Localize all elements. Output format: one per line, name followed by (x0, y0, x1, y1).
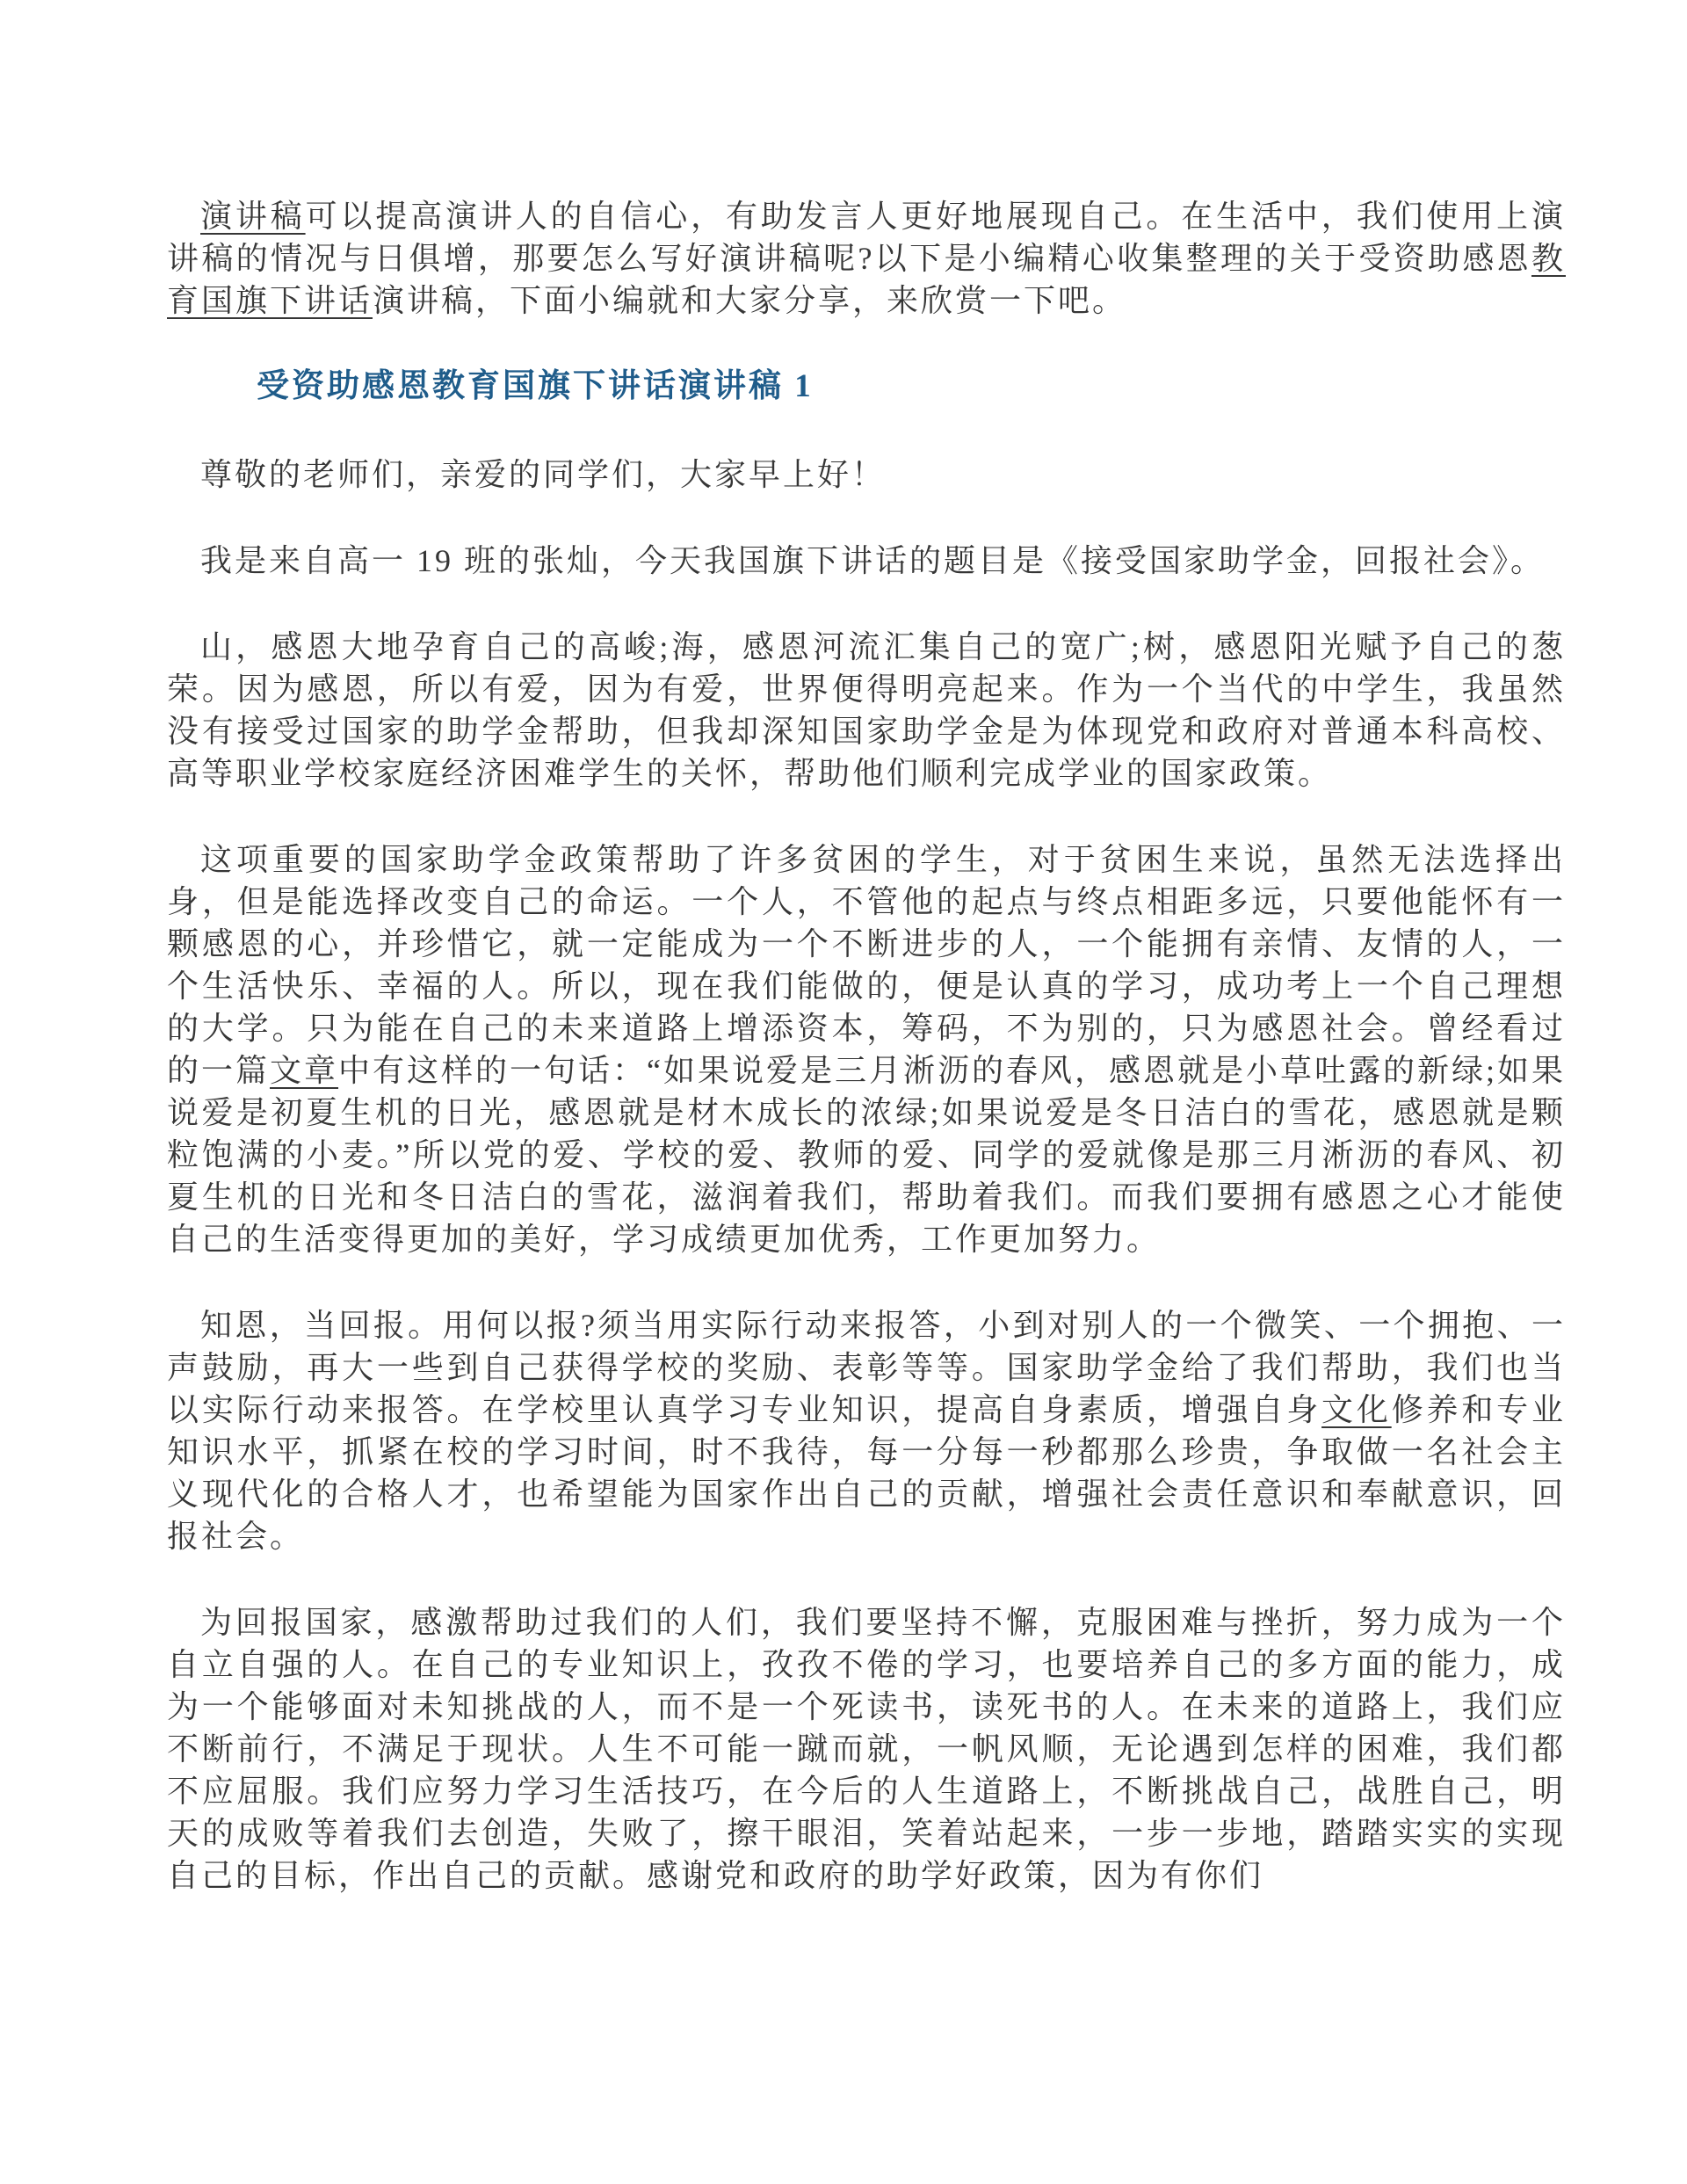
text-run: 修养和专业知识水平，抓紧在校的学习时间，时不我待，每一分每一秒都那么珍贵，争取做一名社会主义现代化的合格人才，也希望能为国家作出自己的贡献，增强社会责任意识和奉献意识，回报社会。 (167, 1392, 1566, 1554)
document-body (167, 195, 1566, 1897)
text-run: 中有这样的一句话：“如果说爱是三月淅沥的春风，感恩就是小草吐露的新绿;如果说爱是初夏生机的日光，感恩就是材木成长的浓绿;如果说爱是冬日洁白的雪花，感恩就是颗粒饱满的小麦。”所以党的爱、学校的爱、教师的爱、同学的爱就像是那三月淅沥的春风、初夏生机的日光和冬日洁白的雪花，滋润着我们，帮助着我们。而我们要拥有感恩之心才能使自己的生活变得更加的美好，学习成绩更加优秀，工作更加努力。 (167, 1053, 1567, 1257)
paragraph (167, 1304, 1566, 1557)
text-run: 演讲稿，下面小编就和大家分享，来欣赏一下吧。 (373, 283, 1127, 318)
text-run: 可以提高演讲人的自信心，有助发言人更好地展现自己。在生活中，我们使用上演讲稿的情况与日俱增，那要怎么写好演讲稿呢?以下是小编精心收集整理的关于受资助感恩 (167, 199, 1566, 276)
inline-link[interactable]: 文化 (1321, 1392, 1392, 1427)
text-run: 尊敬的老师们，亲爱的同学们，大家早上好！ (200, 457, 887, 492)
paragraph (167, 838, 1566, 1260)
text-run: 这项重要的国家助学金政策帮助了许多贫困的学生，对于贫困生来说，虽然无法选择出身，但是能选择改变自己的命运。一个人，不管他的起点与终点相距多远，只要他能怀有一颗感恩的心，并珍惜它，就一定能成为一个不断进步的人，一个能拥有亲情、友情的人，一个生活快乐、幸福的人。所以，现在我们能做的，便是认真的学习，成功考上一个自己理想的大学。只为能在自己的未来道路上增添资本，筹码，不为别的，只为感恩社会。曾经看过的一篇 (167, 842, 1566, 1088)
text-run: 我是来自高一 19 班的张灿，今天我国旗下讲话的题目是《接受国家助学金，回报社会》。 (200, 543, 1546, 578)
paragraph (167, 626, 1566, 795)
text-run: 知恩，当回报。用何以报?须当用实际行动来报答，小到对别人的一个微笑、一个拥抱、一声鼓励，再大一些到自己获得学校的奖励、表彰等等。国家助学金给了我们帮助，我们也当以实际行动来报答。在学校里认真学习专业知识，提高自身素质，增强自身 (167, 1308, 1566, 1427)
inline-link[interactable]: 文章 (270, 1053, 339, 1088)
paragraph (167, 195, 1566, 322)
section-heading (167, 366, 1566, 408)
inline-link[interactable]: 演讲稿 (200, 199, 306, 234)
inline-link[interactable]: 教育国旗下讲话 (167, 241, 1566, 318)
text-run: 为回报国家，感激帮助过我们的人们，我们要坚持不懈，克服困难与挫折，努力成为一个自立自强的人。在自己的专业知识上，孜孜不倦的学习，也要培养自己的多方面的能力，成为一个能够面对未知挑战的人，而不是一个死读书，读死书的人。在未来的道路上，我们应不断前行，不满足于现状。人生不可能一蹴而就，一帆风顺，无论遇到怎样的困难，我们都不应屈服。我们应努力学习生活技巧，在今后的人生道路上，不断挑战自己，战胜自己，明天的成败等着我们去创造，失败了，擦干眼泪，笑着站起来，一步一步地，踏踏实实的实现自己的目标，作出自己的贡献。感谢党和政府的助学好政策，因为有你们 (167, 1605, 1566, 1893)
paragraph (167, 1601, 1566, 1897)
paragraph (167, 453, 1566, 496)
paragraph (167, 540, 1566, 582)
text-run: 受资助感恩教育国旗下讲话演讲稿 1 (257, 368, 814, 404)
text-run: 山，感恩大地孕育自己的高峻;海，感恩河流汇集自己的宽广;树，感恩阳光赋予自己的葱荣。因为感恩，所以有爱，因为有爱，世界便得明亮起来。作为一个当代的中学生，我虽然没有接受过国家的助学金帮助，但我却深知国家助学金是为体现党和政府对普通本科高校、高等职业学校家庭经济困难学生的关怀，帮助他们顺利完成学业的国家政策。 (167, 629, 1566, 791)
